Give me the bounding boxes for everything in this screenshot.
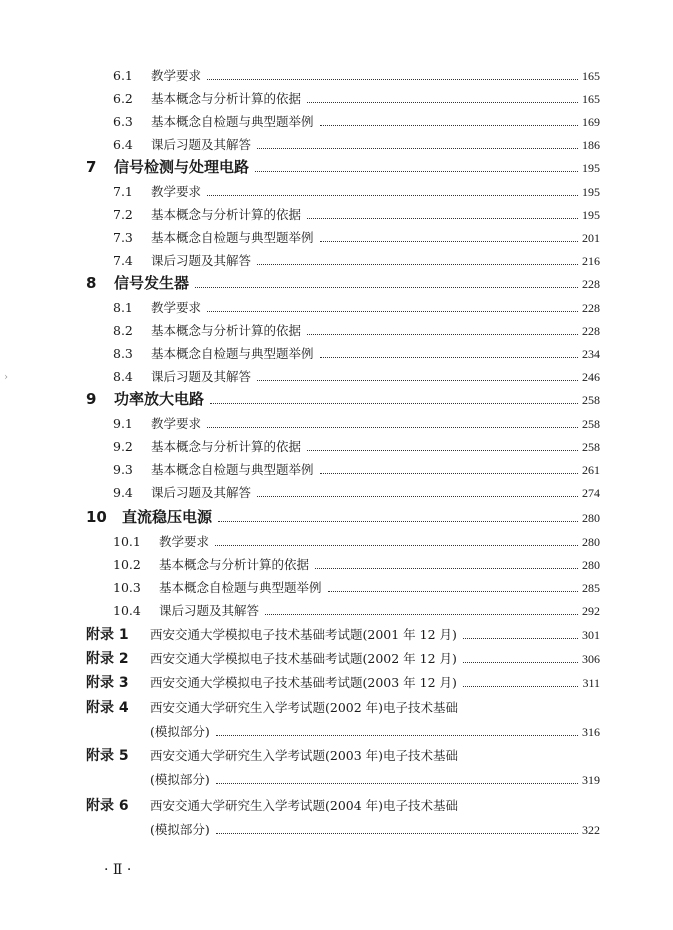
toc-chapter-10 [86, 506, 600, 528]
section-number: 7.2 [113, 207, 133, 222]
appendix-title-continued: (模拟部分) [150, 822, 210, 837]
dot-leader [207, 311, 578, 312]
toc-entry-10-3 [113, 578, 600, 598]
dot-leader [195, 287, 578, 288]
section-title: 课后习题及其解答 [151, 369, 252, 384]
dot-leader [320, 241, 578, 242]
chapter-number: 9 [86, 390, 97, 408]
dot-leader [328, 591, 578, 592]
page-number: 201 [582, 231, 600, 245]
appendix-label: 附录 2 [86, 651, 129, 667]
page-number: 306 [582, 652, 600, 666]
section-number: 8.4 [113, 369, 133, 384]
toc-entry-9-1 [113, 414, 600, 434]
section-number: 9.3 [113, 462, 133, 477]
section-number: 6.4 [113, 137, 133, 152]
dot-leader [257, 496, 578, 497]
section-number: 8.3 [113, 346, 133, 361]
page-number: 258 [582, 393, 600, 407]
toc-entry-8-1 [113, 298, 600, 318]
section-title: 教学要求 [151, 68, 202, 83]
dot-leader [216, 783, 578, 784]
chapter-number: 8 [86, 274, 97, 292]
toc-entry-8-2 [113, 321, 600, 341]
section-title: 课后习题及其解答 [151, 137, 252, 152]
toc-entry-10-1 [113, 532, 600, 552]
dot-leader [307, 218, 578, 219]
toc-chapter-7 [86, 156, 600, 178]
dot-leader [307, 450, 578, 451]
section-title: 基本概念自检题与典型题举例 [151, 114, 314, 129]
page-number: 246 [582, 370, 600, 384]
dot-leader [207, 195, 578, 196]
page-number: 285 [582, 581, 600, 595]
appendix-label: 附录 1 [86, 627, 129, 643]
section-number: 6.1 [113, 68, 133, 83]
section-title: 教学要求 [151, 184, 202, 199]
appendix-title: 西安交通大学研究生入学考试题(2002 年)电子技术基础 [150, 700, 459, 715]
page-number: 319 [582, 773, 600, 787]
page-number: 165 [582, 69, 600, 83]
toc-entry-8-4 [113, 367, 600, 387]
chapter-title: 信号检测与处理电路 [114, 158, 250, 176]
page-number: 228 [582, 301, 600, 315]
toc-entry-9-4 [113, 483, 600, 503]
toc-entry-6-4 [113, 135, 600, 155]
dot-leader [210, 403, 578, 404]
dot-leader [215, 545, 578, 546]
page-number: 292 [582, 604, 600, 618]
toc-entry-7-1 [113, 182, 600, 202]
toc-entry-7-2 [113, 205, 600, 225]
page-number: 195 [582, 208, 600, 222]
toc-appendix-2 [86, 648, 600, 670]
page-number: 274 [582, 486, 600, 500]
section-title: 基本概念与分析计算的依据 [151, 91, 302, 106]
appendix-title: 西安交通大学研究生入学考试题(2004 年)电子技术基础 [150, 798, 459, 813]
toc-appendix-6-continued [150, 820, 600, 840]
section-title: 基本概念自检题与典型题举例 [151, 462, 314, 477]
toc-entry-10-4 [113, 601, 600, 621]
dot-leader [463, 638, 578, 639]
dot-leader [207, 427, 578, 428]
section-number: 9.4 [113, 485, 133, 500]
section-title: 基本概念与分析计算的依据 [151, 207, 302, 222]
dot-leader [265, 614, 578, 615]
dot-leader [320, 125, 578, 126]
appendix-title-continued: (模拟部分) [150, 724, 210, 739]
toc-entry-8-3 [113, 344, 600, 364]
dot-leader [307, 102, 578, 103]
chapter-title: 功率放大电路 [114, 390, 205, 408]
dot-leader [320, 357, 578, 358]
page-number: 195 [582, 185, 600, 199]
toc-entry-6-2 [113, 89, 600, 109]
section-number: 8.2 [113, 323, 133, 338]
section-number: 10.2 [113, 557, 141, 572]
toc-entry-10-2 [113, 555, 600, 575]
page-number: 258 [582, 417, 600, 431]
page-number: 280 [582, 511, 600, 525]
toc-entry-7-4 [113, 251, 600, 271]
section-number: 8.1 [113, 300, 133, 315]
section-title: 基本概念自检题与典型题举例 [151, 230, 314, 245]
appendix-title: 西安交通大学研究生入学考试题(2003 年)电子技术基础 [150, 748, 459, 763]
page-number: 280 [582, 535, 600, 549]
appendix-label: 附录 4 [86, 700, 129, 716]
section-number: 6.2 [113, 91, 133, 106]
chapter-number: 10 [86, 508, 107, 526]
section-number: 10.3 [113, 580, 141, 595]
page-number: 195 [582, 161, 600, 175]
appendix-title: 西安交通大学模拟电子技术基础考试题(2003 年 12 月) [150, 675, 457, 690]
page-number: 234 [582, 347, 600, 361]
dot-leader [218, 521, 578, 522]
page-number: 165 [582, 92, 600, 106]
section-title: 基本概念自检题与典型题举例 [151, 346, 314, 361]
toc-entry-7-3 [113, 228, 600, 248]
section-number: 7.4 [113, 253, 133, 268]
section-number: 9.2 [113, 439, 133, 454]
toc-appendix-3 [86, 672, 600, 694]
section-number: 7.3 [113, 230, 133, 245]
page-number: 186 [582, 138, 600, 152]
toc-entry-9-2 [113, 437, 600, 457]
dot-leader [315, 568, 578, 569]
toc-appendix-4 [86, 697, 600, 719]
toc-appendix-5 [86, 745, 600, 767]
section-title: 教学要求 [151, 416, 202, 431]
dot-leader [463, 686, 579, 687]
dot-leader [463, 662, 578, 663]
section-number: 7.1 [113, 184, 133, 199]
section-title: 基本概念自检题与典型题举例 [159, 580, 322, 595]
page-number: 216 [582, 254, 600, 268]
toc-entry-6-3 [113, 112, 600, 132]
section-title: 基本概念与分析计算的依据 [159, 557, 310, 572]
page-number: 280 [582, 558, 600, 572]
page-footer: · Ⅱ · [104, 862, 132, 878]
page-number: 311 [582, 676, 600, 690]
section-number: 6.3 [113, 114, 133, 129]
appendix-label: 附录 6 [86, 798, 129, 814]
section-number: 10.4 [113, 603, 141, 618]
dot-leader [207, 79, 578, 80]
dot-leader [320, 473, 578, 474]
dot-leader [216, 833, 578, 834]
section-number: 10.1 [113, 534, 141, 549]
toc-appendix-6 [86, 795, 600, 817]
section-title: 课后习题及其解答 [151, 485, 252, 500]
section-title: 基本概念与分析计算的依据 [151, 323, 302, 338]
page-number: 228 [582, 324, 600, 338]
page-number: 228 [582, 277, 600, 291]
appendix-label: 附录 5 [86, 748, 129, 764]
toc-chapter-9 [86, 388, 600, 410]
toc-appendix-5-continued [150, 770, 600, 790]
appendix-label: 附录 3 [86, 675, 129, 691]
section-number: 9.1 [113, 416, 133, 431]
appendix-title: 西安交通大学模拟电子技术基础考试题(2002 年 12 月) [150, 651, 457, 666]
scan-mark: › [4, 372, 8, 383]
appendix-title: 西安交通大学模拟电子技术基础考试题(2001 年 12 月) [150, 627, 457, 642]
dot-leader [257, 380, 578, 381]
chapter-number: 7 [86, 158, 97, 176]
page-number: 261 [582, 463, 600, 477]
toc-appendix-1 [86, 624, 600, 646]
section-title: 教学要求 [151, 300, 202, 315]
appendix-title-continued: (模拟部分) [150, 772, 210, 787]
section-title: 基本概念与分析计算的依据 [151, 439, 302, 454]
toc-appendix-4-continued [150, 722, 600, 742]
page-number: 258 [582, 440, 600, 454]
page-number: 301 [582, 628, 600, 642]
page-number: 169 [582, 115, 600, 129]
section-title: 教学要求 [159, 534, 210, 549]
dot-leader [257, 148, 578, 149]
page-number: 316 [582, 725, 600, 739]
toc-entry-9-3 [113, 460, 600, 480]
dot-leader [307, 334, 578, 335]
toc-chapter-8 [86, 272, 600, 294]
chapter-title: 直流稳压电源 [122, 508, 213, 526]
toc-entry-6-1 [113, 66, 600, 86]
page-number: 322 [582, 823, 600, 837]
chapter-title: 信号发生器 [114, 274, 190, 292]
dot-leader [257, 264, 578, 265]
section-title: 课后习题及其解答 [151, 253, 252, 268]
dot-leader [216, 735, 578, 736]
section-title: 课后习题及其解答 [159, 603, 260, 618]
dot-leader [255, 171, 578, 172]
